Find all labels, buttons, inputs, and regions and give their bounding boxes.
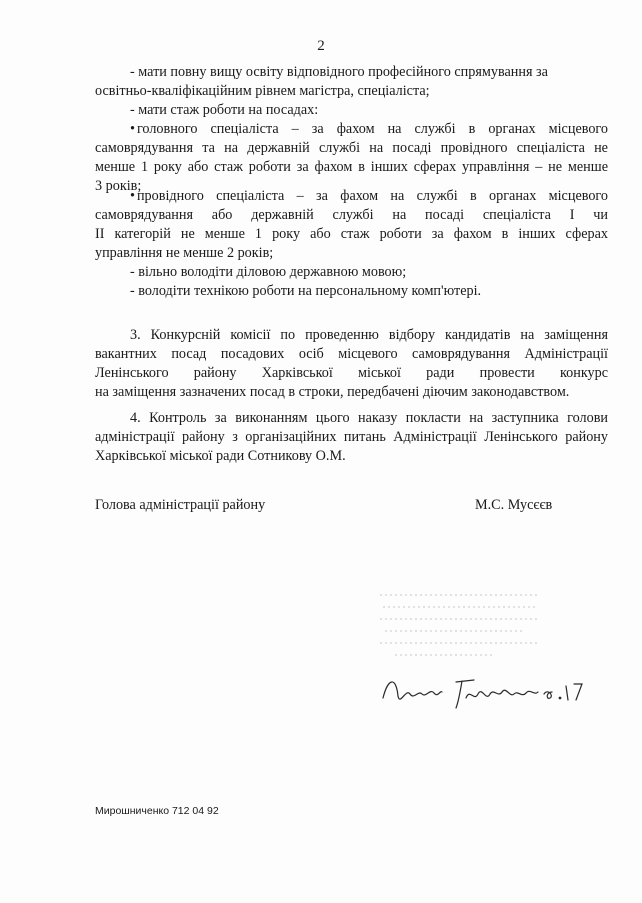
paragraph-line: самоврядування та на державній службі на посаді провідного спеціаліста не: [95, 140, 608, 156]
paragraph-line: 3. Конкурсній комісії по проведенню відбору кандидатів на заміщення: [130, 327, 608, 343]
paragraph-line: самоврядування або державній службі на посаді спеціаліста І чи: [95, 207, 608, 223]
paragraph-line: управління не менше 2 років;: [95, 245, 274, 261]
paragraph-line: • провідного спеціаліста – за фахом на службі в органах місцевого: [130, 187, 608, 206]
paragraph-line: • головного спеціаліста – за фахом на службі в органах місцевого: [130, 120, 608, 139]
paragraph-line: на заміщення зазначених посад в строки, передбачені діючим законодавством.: [95, 384, 570, 400]
executor-contact: Мирошниченко 712 04 92: [95, 805, 219, 817]
paragraph-line: 4. Контроль за виконанням цього наказу покласти на заступника голови: [130, 410, 608, 426]
paragraph-line: - мати повну вищу освіту відповідного професійного спрямування за: [130, 64, 548, 80]
paragraph-line: Ленінського району Харківської міської ради провести конкурс: [95, 365, 608, 381]
page-number: 2: [317, 38, 325, 54]
paragraph-line: - володіти технікою роботи на персональному комп'ютері.: [130, 283, 482, 299]
paragraph-line: 3 років;: [95, 178, 142, 194]
faint-stamp: [375, 585, 545, 660]
paragraph-line: менше 1 року або стаж роботи за фахом в інших сферах управління – не менше: [95, 159, 608, 175]
paragraph-line: вакантних посад посадових осіб місцевого самоврядування Адміністрації: [95, 346, 608, 362]
paragraph-line: ІІ категорій не менше 1 року або стаж роботи за фахом в інших сферах: [95, 226, 608, 242]
paragraph-line: освітньо-кваліфікаційним рівнем магістра, спеціаліста;: [95, 83, 430, 99]
paragraph-line: - вільно володіти діловою державною мовою;: [130, 264, 407, 280]
signatory-name: М.С. Мусєєв: [475, 497, 553, 513]
paragraph-line: - мати стаж роботи на посадах:: [130, 102, 319, 118]
paragraph-line: адміністрації району з організаційних питань Адміністрації Ленінського району: [95, 429, 608, 445]
paragraph-line: Харківської міської ради Сотникову О.М.: [95, 448, 346, 464]
signatory-title: Голова адміністрації району: [95, 497, 266, 513]
handwritten-signature: [378, 668, 593, 713]
